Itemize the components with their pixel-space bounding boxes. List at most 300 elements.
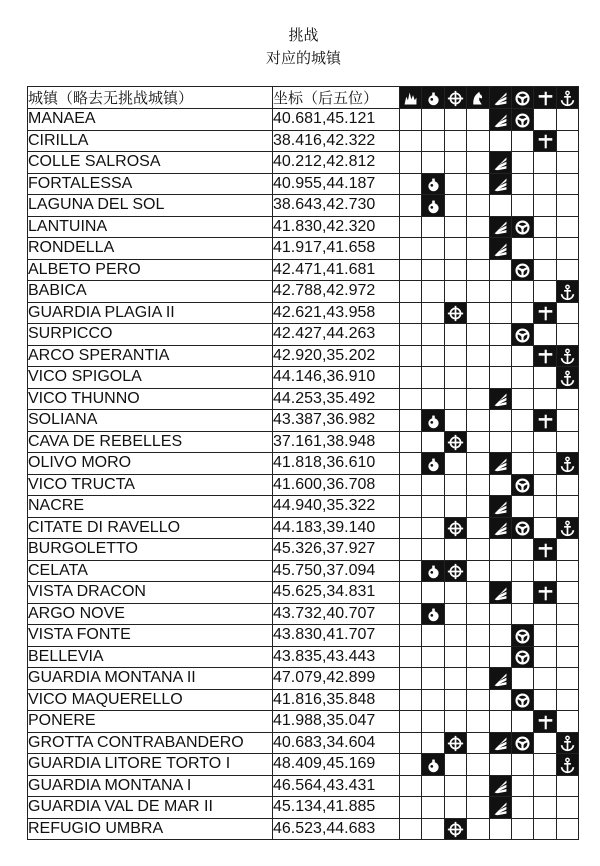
sword-icon [537,348,554,365]
sword-icon [537,714,554,731]
challenge-cell [444,195,466,217]
challenge-cell [489,496,511,518]
challenge-cell [422,603,444,625]
challenge-cell [444,582,466,604]
wheel-icon [514,112,531,129]
town-coordinates: 48.409,45.169 [273,754,400,776]
town-coordinates: 43.387,36.982 [273,410,400,432]
town-name: PONERE [28,711,273,733]
challenge-cell [444,496,466,518]
anchor-icon [559,735,576,752]
challenge-cell [400,238,422,260]
challenge-cell [422,109,444,131]
challenge-cell [422,474,444,496]
bomb-icon [425,413,442,430]
challenge-cell [534,517,556,539]
challenge-cell [444,388,466,410]
challenge-cell [400,625,422,647]
town-name: COLLE SALROSA [28,152,273,174]
towns-table [27,86,579,840]
column-header-crosshair [444,87,466,109]
town-coordinates: 41.600,36.708 [273,474,400,496]
challenge-cell [467,754,489,776]
town-coordinates: 46.523,44.683 [273,818,400,840]
challenge-cell [422,259,444,281]
challenge-cell [489,754,511,776]
challenge-cell [400,689,422,711]
challenge-cell [534,582,556,604]
challenge-cell [489,109,511,131]
challenge-cell [534,324,556,346]
challenge-cell [422,431,444,453]
town-coordinates: 44.183,39.140 [273,517,400,539]
challenge-cell [556,130,578,152]
challenge-cell [422,195,444,217]
challenge-cell [444,775,466,797]
challenge-cell [556,668,578,690]
town-name: ARCO SPERANTIA [28,345,273,367]
challenge-cell [400,324,422,346]
challenge-cell [489,668,511,690]
challenge-cell [511,109,533,131]
challenge-cell [467,109,489,131]
challenge-cell [467,431,489,453]
challenge-cell [556,732,578,754]
challenge-cell [511,238,533,260]
wheel-icon [514,692,531,709]
challenge-cell [444,646,466,668]
challenge-cell [467,668,489,690]
challenge-cell [534,109,556,131]
town-name: BABICA [28,281,273,303]
bomb-icon [425,563,442,580]
challenge-cell [489,625,511,647]
town-name: BURGOLETTO [28,539,273,561]
challenge-cell [556,173,578,195]
challenge-cell [400,259,422,281]
challenge-cell [489,152,511,174]
challenge-cell [400,732,422,754]
challenge-cell [444,431,466,453]
challenge-cell [444,453,466,475]
challenge-cell [511,668,533,690]
challenge-cell [511,603,533,625]
challenge-cell [534,152,556,174]
table-row [28,625,579,647]
column-header-wheel [511,87,533,109]
crosshair-icon [447,821,464,838]
challenge-cell [489,173,511,195]
challenge-cell [444,603,466,625]
anchor-icon [559,90,576,107]
challenge-cell [467,410,489,432]
town-name: GUARDIA MONTANA II [28,668,273,690]
town-coordinates: 41.816,35.848 [273,689,400,711]
sword-icon [537,305,554,322]
page-header [27,24,580,70]
challenge-cell [422,453,444,475]
crosshair-icon [447,520,464,537]
challenge-cell [422,302,444,324]
challenge-cell [534,539,556,561]
challenge-cell [400,130,422,152]
challenge-cell [534,711,556,733]
town-coordinates: 41.818,36.610 [273,453,400,475]
wing-icon [492,456,509,473]
town-coordinates: 44.940,35.322 [273,496,400,518]
table-row [28,775,579,797]
challenge-cell [422,173,444,195]
challenge-cell [534,732,556,754]
table-row [28,130,579,152]
challenge-cell [534,646,556,668]
challenge-cell [556,195,578,217]
challenge-cell [400,367,422,389]
challenge-cell [422,560,444,582]
town-coordinates: 43.835,43.443 [273,646,400,668]
challenge-cell [556,152,578,174]
town-name: BELLEVIA [28,646,273,668]
challenge-cell [511,173,533,195]
challenge-cell [489,818,511,840]
column-header-horse [467,87,489,109]
wheel-icon [514,262,531,279]
challenge-cell [444,367,466,389]
challenge-cell [422,818,444,840]
title-line-1: 挑战 [288,26,319,44]
challenge-cell [400,410,422,432]
table-row [28,818,579,840]
table-row [28,496,579,518]
challenge-cell [556,281,578,303]
challenge-cell [511,582,533,604]
table-row [28,711,579,733]
challenge-cell [489,560,511,582]
table-row [28,216,579,238]
challenge-cell [556,711,578,733]
town-name: SOLIANA [28,410,273,432]
challenge-cell [400,754,422,776]
anchor-icon [559,456,576,473]
challenge-cell [511,195,533,217]
challenge-cell [400,517,422,539]
wheel-icon [514,90,531,107]
table-row [28,517,579,539]
challenge-cell [534,625,556,647]
challenge-cell [489,259,511,281]
challenge-cell [556,625,578,647]
challenge-cell [511,711,533,733]
challenge-cell [444,259,466,281]
wing-icon [492,520,509,537]
challenge-cell [467,324,489,346]
challenge-cell [534,216,556,238]
crosshair-icon [447,563,464,580]
challenge-cell [444,238,466,260]
challenge-cell [422,668,444,690]
town-coordinates: 45.625,34.831 [273,582,400,604]
challenge-cell [534,130,556,152]
column-header-coordinates: 坐标（后五位） [273,87,400,109]
challenge-cell [489,302,511,324]
wing-icon [492,735,509,752]
column-header-bomb [422,87,444,109]
challenge-cell [534,668,556,690]
challenge-cell [511,474,533,496]
horse-icon [469,90,486,107]
challenge-cell [489,130,511,152]
town-name: ALBETO PERO [28,259,273,281]
town-name: VICO MAQUERELLO [28,689,273,711]
wing-icon [492,112,509,129]
wing-icon [492,176,509,193]
challenge-cell [511,431,533,453]
town-name: CAVA DE REBELLES [28,431,273,453]
challenge-cell [400,173,422,195]
table-row [28,281,579,303]
challenge-cell [556,775,578,797]
challenge-cell [400,345,422,367]
challenge-cell [444,625,466,647]
challenge-cell [556,603,578,625]
challenge-cell [422,281,444,303]
challenge-cell [400,775,422,797]
challenge-cell [444,797,466,819]
challenge-cell [467,388,489,410]
town-coordinates: 43.830,41.707 [273,625,400,647]
table-row [28,173,579,195]
challenge-cell [467,582,489,604]
challenge-cell [444,689,466,711]
challenge-cell [489,431,511,453]
challenge-cell [511,302,533,324]
challenge-cell [444,324,466,346]
challenge-cell [556,496,578,518]
challenge-cell [467,195,489,217]
town-coordinates: 41.917,41.658 [273,238,400,260]
challenge-cell [556,818,578,840]
challenge-cell [556,216,578,238]
challenge-cell [556,689,578,711]
challenge-cell [400,539,422,561]
challenge-cell [444,711,466,733]
challenge-cell [534,345,556,367]
challenge-cell [489,281,511,303]
crosshair-icon [447,735,464,752]
challenge-cell [556,302,578,324]
town-coordinates: 45.750,37.094 [273,560,400,582]
challenge-cell [511,539,533,561]
table-row [28,539,579,561]
town-coordinates: 45.134,41.885 [273,797,400,819]
challenge-cell [467,302,489,324]
town-name: OLIVO MORO [28,453,273,475]
wing-icon [492,391,509,408]
challenge-cell [444,539,466,561]
challenge-cell [467,474,489,496]
challenge-cell [511,324,533,346]
challenge-cell [467,646,489,668]
challenge-cell [556,517,578,539]
column-header-town: 城镇（略去无挑战城镇） [28,87,273,109]
town-name: VICO THUNNO [28,388,273,410]
town-coordinates: 40.955,44.187 [273,173,400,195]
challenge-cell [511,367,533,389]
challenge-cell [511,646,533,668]
challenge-cell [489,646,511,668]
challenge-cell [444,410,466,432]
challenge-cell [422,130,444,152]
crosshair-icon [447,90,464,107]
challenge-cell [489,775,511,797]
challenge-cell [489,345,511,367]
town-coordinates: 44.146,36.910 [273,367,400,389]
challenge-cell [400,711,422,733]
town-coordinates: 46.564,43.431 [273,775,400,797]
challenge-cell [444,345,466,367]
challenge-cell [534,195,556,217]
challenge-cell [400,431,422,453]
challenge-cell [489,582,511,604]
challenge-cell [444,130,466,152]
table-body [28,109,579,840]
challenge-cell [489,367,511,389]
challenge-cell [444,109,466,131]
challenge-cell [422,517,444,539]
challenge-cell [511,775,533,797]
challenge-cell [400,646,422,668]
challenge-cell [422,238,444,260]
wing-icon [492,90,509,107]
table-row [28,582,579,604]
wing-icon [492,499,509,516]
table-row [28,152,579,174]
challenge-cell [534,754,556,776]
column-header-fire [400,87,422,109]
town-coordinates: 41.988,35.047 [273,711,400,733]
challenge-cell [422,646,444,668]
challenge-cell [534,259,556,281]
challenge-cell [400,603,422,625]
challenge-cell [556,646,578,668]
challenge-cell [467,281,489,303]
town-name: VISTA DRACON [28,582,273,604]
challenge-cell [467,625,489,647]
anchor-icon [559,370,576,387]
challenge-cell [467,130,489,152]
challenge-cell [444,216,466,238]
column-header-wing [489,87,511,109]
challenge-cell [556,431,578,453]
challenge-cell [511,689,533,711]
challenge-cell [556,109,578,131]
challenge-cell [444,732,466,754]
challenge-cell [400,474,422,496]
challenge-cell [511,281,533,303]
anchor-icon [559,348,576,365]
table-row [28,238,579,260]
challenge-cell [534,603,556,625]
challenge-cell [534,775,556,797]
town-name: CELATA [28,560,273,582]
challenge-cell [444,517,466,539]
challenge-cell [489,324,511,346]
town-name: GUARDIA LITORE TORTO I [28,754,273,776]
challenge-cell [422,496,444,518]
town-name: VICO SPIGOLA [28,367,273,389]
challenge-cell [444,754,466,776]
challenge-cell [422,152,444,174]
town-name: VISTA FONTE [28,625,273,647]
challenge-cell [467,711,489,733]
challenge-cell [511,496,533,518]
sword-icon [537,585,554,602]
challenge-cell [400,152,422,174]
table-row [28,603,579,625]
town-coordinates: 41.830,42.320 [273,216,400,238]
challenge-cell [511,152,533,174]
bomb-icon [425,176,442,193]
wheel-icon [514,628,531,645]
town-coordinates: 40.683,34.604 [273,732,400,754]
challenge-cell [489,732,511,754]
sword-icon [537,90,554,107]
challenge-cell [534,302,556,324]
challenge-cell [422,797,444,819]
town-coordinates: 38.416,42.322 [273,130,400,152]
challenge-cell [422,582,444,604]
bomb-icon [425,757,442,774]
challenge-cell [467,152,489,174]
bomb-icon [425,606,442,623]
town-name: GUARDIA VAL DE MAR II [28,797,273,819]
challenge-cell [467,689,489,711]
challenge-cell [400,496,422,518]
challenge-cell [422,367,444,389]
challenge-cell [422,324,444,346]
challenge-cell [422,216,444,238]
challenge-cell [467,775,489,797]
wheel-icon [514,520,531,537]
town-coordinates: 42.788,42.972 [273,281,400,303]
challenge-cell [556,238,578,260]
challenge-cell [467,517,489,539]
header-row [28,87,579,109]
challenge-cell [534,281,556,303]
challenge-cell [556,539,578,561]
town-coordinates: 42.920,35.202 [273,345,400,367]
table-row [28,410,579,432]
challenge-cell [489,410,511,432]
challenge-cell [422,345,444,367]
town-name: GROTTA CONTRABANDERO [28,732,273,754]
challenge-cell [511,259,533,281]
table-row [28,646,579,668]
challenge-cell [511,732,533,754]
challenge-cell [444,474,466,496]
challenge-cell [444,818,466,840]
challenge-cell [511,388,533,410]
challenge-cell [556,453,578,475]
challenge-cell [534,431,556,453]
town-name: ARGO NOVE [28,603,273,625]
challenge-cell [400,216,422,238]
wing-icon [492,219,509,236]
fire-icon [402,90,419,107]
table-row [28,754,579,776]
town-coordinates: 37.161,38.948 [273,431,400,453]
challenge-cell [467,496,489,518]
